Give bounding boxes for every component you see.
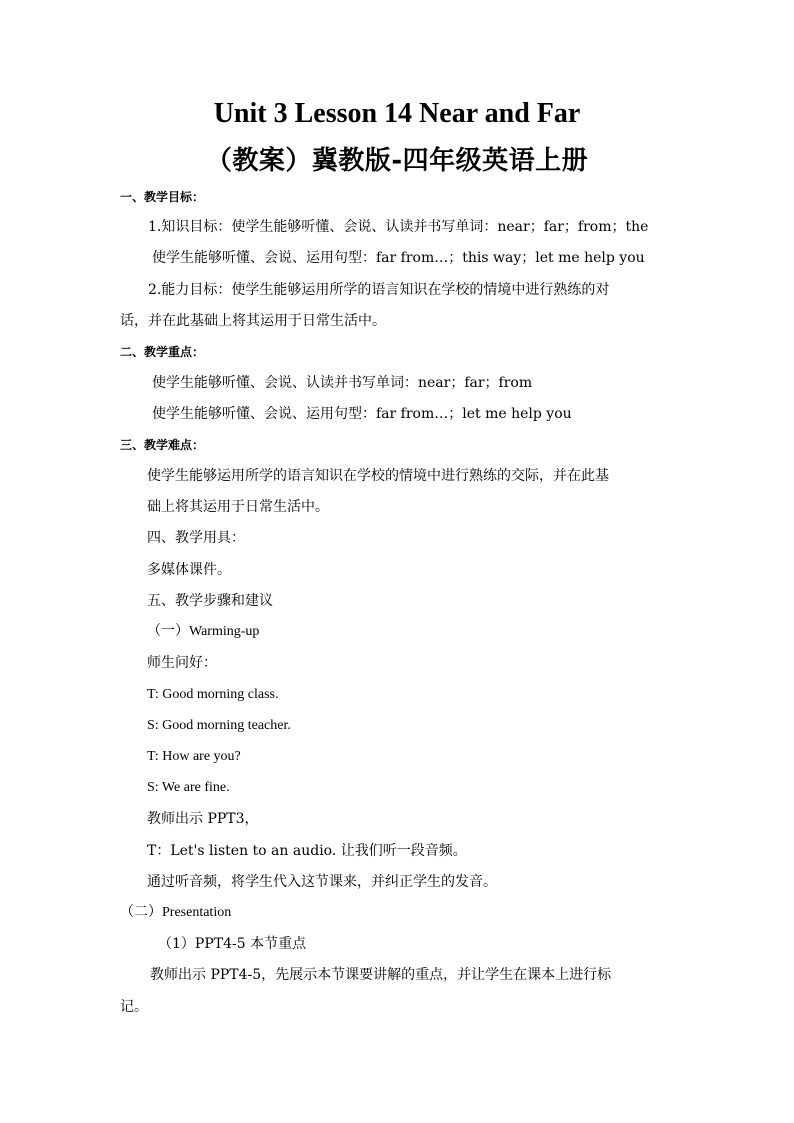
title-line-2: （教案）冀教版-四年级英语上册 bbox=[205, 146, 589, 176]
keypoint-2: 使学生能够听懂、会说、运用句型：far from…；let me help you bbox=[152, 406, 572, 422]
difficulties-heading: 三、教学难点： bbox=[120, 438, 205, 452]
step2-heading: （二）Presentation bbox=[120, 905, 232, 920]
step1-heading: （一）Warming-up bbox=[147, 624, 260, 639]
objective-1a: 1.知识目标：使学生能够听懂、会说、认读并书写单词：near；far；from；the bbox=[148, 219, 649, 235]
sub1-heading: （1）PPT4-5 本节重点 bbox=[158, 936, 307, 952]
keypoint-1: 使学生能够听懂、会说、认读并书写单词：near；far；from bbox=[152, 375, 533, 391]
difficulty-1: 使学生能够运用所学的语言知识在学校的情境中进行熟练的交际，并在此基 bbox=[147, 468, 609, 484]
keypoints-heading: 二、教学重点： bbox=[120, 345, 205, 359]
title-line-1: Unit 3 Lesson 14 Near and Far bbox=[213, 98, 581, 129]
objective-1b: 使学生能够听懂、会说、运用句型：far from…；this way；let me help you bbox=[152, 250, 645, 266]
tools-text: 多媒体课件。 bbox=[147, 562, 231, 578]
listen-line: T：Let's listen to an audio. 让我们听一段音频。 bbox=[147, 843, 467, 859]
dialog-line-2: S: Good morning teacher. bbox=[147, 718, 291, 733]
objectives-heading: 一、教学目标： bbox=[120, 190, 205, 204]
objective-2a: 2.能力目标：使学生能够运用所学的语言知识在学校的情境中进行熟练的对 bbox=[148, 282, 610, 298]
listen-note: 通过听音频，将学生代入这节课来，并纠正学生的发音。 bbox=[147, 874, 497, 890]
dialog-line-1: T: Good morning class. bbox=[147, 687, 279, 702]
greeting-intro: 师生问好： bbox=[147, 655, 217, 671]
objective-2b: 话，并在此基础上将其运用于日常生活中。 bbox=[120, 313, 386, 329]
ppt3-line: 教师出示 PPT3， bbox=[147, 811, 259, 827]
difficulty-2: 础上将其运用于日常生活中。 bbox=[147, 499, 329, 515]
sub1-text-b: 记。 bbox=[120, 999, 148, 1015]
steps-heading: 五、教学步骤和建议 bbox=[147, 593, 273, 609]
dialog-line-4: S: We are fine. bbox=[147, 780, 230, 795]
tools-heading: 四、教学用具： bbox=[147, 530, 245, 546]
sub1-text-a: 教师出示 PPT4-5，先展示本节课要讲解的重点，并让学生在课本上进行标 bbox=[150, 967, 612, 983]
dialog-line-3: T: How are you? bbox=[147, 749, 241, 764]
